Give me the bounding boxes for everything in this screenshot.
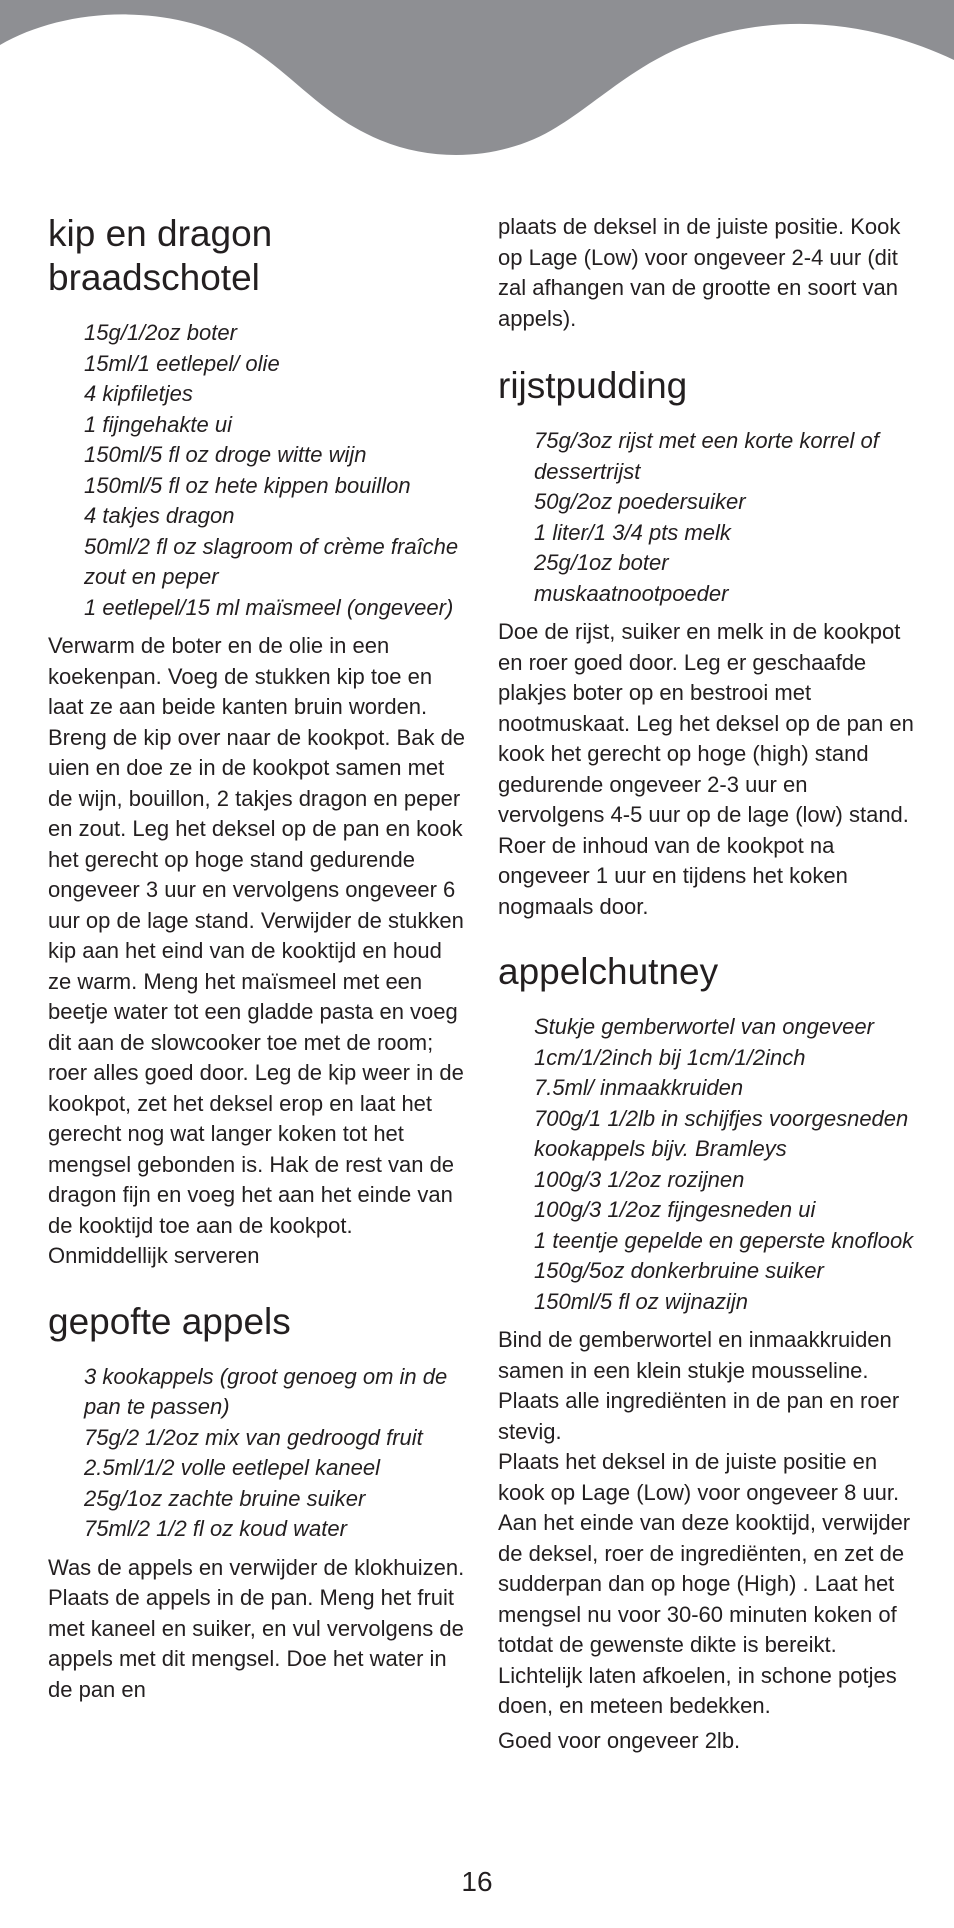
ingredient-item: 7.5ml/ inmaakkruiden xyxy=(534,1075,744,1100)
recipe-rijstpudding xyxy=(498,364,918,922)
recipe-appelchutney xyxy=(498,950,918,1756)
recipe-continuation xyxy=(498,212,918,334)
recipe-method: Was de appels en verwijder de klokhuizen. Plaats de appels in de pan. Meng het fruit met kaneel en suiker, en vul vervolgens de appels met dit mengsel. Doe het water in de pan en xyxy=(48,1554,465,1702)
ingredient-item: 25g/1oz zachte bruine suiker xyxy=(84,1485,366,1511)
ingredient-item: 15g/1/2oz boter xyxy=(84,320,237,345)
header-wave-decoration xyxy=(0,0,954,190)
ingredient-item: 75ml/2 1/2 fl oz koud water xyxy=(84,1516,347,1541)
ingredient-item: zout en peper xyxy=(84,564,219,589)
ingredient-list xyxy=(84,318,468,623)
ingredient-item: 15ml/1 eetlepel/ olie xyxy=(84,350,280,376)
recipe-title: rijstpudding xyxy=(498,365,688,406)
ingredient-item: 150ml/5 fl oz hete kippen bouillon xyxy=(84,472,411,498)
ingredient-item: 700g/1 1/2lb in schijfjes voorgesneden kookappels bijv. Bramleys xyxy=(534,1105,909,1161)
ingredient-item: 100g/3 1/2oz fijngesneden ui xyxy=(534,1197,816,1222)
ingredient-item: 25g/1oz boter xyxy=(534,550,669,575)
ingredient-item: 1 teentje gepelde en geperste knoflook xyxy=(534,1227,914,1253)
ingredient-item: 4 kipfiletjes xyxy=(84,381,193,406)
ingredient-item: 4 takjes dragon xyxy=(84,503,235,528)
left-column xyxy=(48,212,468,1733)
ingredient-item: 150ml/5 fl oz droge witte wijn xyxy=(84,442,367,467)
ingredient-item: 2.5ml/1/2 volle eetlepel kaneel xyxy=(84,1455,380,1480)
recipe-method-step: Bind de gemberwortel en inmaakkruiden samen in een klein stukje mousseline. xyxy=(498,1327,892,1383)
ingredient-list xyxy=(534,1012,918,1317)
ingredient-item: 50ml/2 fl oz slagroom of crème fraîche xyxy=(84,533,459,559)
recipe-yield: Goed voor ongeveer 2lb. xyxy=(498,1727,741,1753)
page-number: 16 xyxy=(461,1866,493,1897)
ingredient-item: 150g/5oz donkerbruine suiker xyxy=(534,1258,824,1283)
recipe-title: kip en dragon braadschotel xyxy=(48,213,273,298)
header-wave-shape xyxy=(0,0,954,155)
recipe-title: gepofte appels xyxy=(48,1300,291,1342)
ingredient-item: Stukje gemberwortel van ongeveer 1cm/1/2inch bij 1cm/1/2inch xyxy=(534,1014,874,1070)
continued-method: plaats de deksel in de juiste positie. Kook op Lage (Low) voor ongeveer 2-4 uur (dit zal afhangen van de grootte en soort van appels). xyxy=(498,214,901,331)
ingredient-item: 1 fijngehakte ui xyxy=(84,411,232,437)
right-column xyxy=(498,212,918,1784)
recipe-method-step: Plaats het deksel in de juiste positie en kook op Lage (Low) voor ongeveer 8 uur. Aan het einde van deze kooktijd, verwijder de deksel, roer de ingrediënten, en zet de sudderpan dan op hoge (High) . Laat het mengsel nu voor 30-60 minuten koken of totdat de gewenste dikte is bereikt. Lichtelijk laten afkoelen, in schone potjes doen, en meteen bedekken. xyxy=(498,1449,911,1718)
recipe-gepofte-appels xyxy=(48,1300,468,1706)
recipe-kip-en-dragon xyxy=(48,212,468,1272)
recipe-method-step: Plaats alle ingrediënten in de pan en roer stevig. xyxy=(498,1388,900,1444)
recipe-method: Verwarm de boter en de olie in een koekenpan. Voeg de stukken kip toe en laat ze aan beide kanten bruin worden. Breng de kip over naar de kookpot. Bak de uien en doe ze in de kookpot samen met de wijn, bouillon, 2 takjes dragon en peper en zout. Leg het deksel op de pan en kook het gerecht op hoge stand gedurende ongeveer 3 uur en vervolgens ongeveer 6 uur op de lage stand. Verwijder de stukken kip aan het eind van de kooktijd en houd ze warm. Meng het maïsmeel met een beetje water tot een gladde pasta en voeg dit aan de slowcooker toe met de room; roer alles goed door. Leg de kip weer in de kookpot, zet het deksel erop en laat het gerecht nog wat langer koken tot het mengsel gebonden is. Hak de rest van de dragon fijn en voeg het aan het einde van de kooktijd toe aan de kookpot. Onmiddellijk serveren xyxy=(48,633,466,1268)
ingredient-item: 1 liter/1 3/4 pts melk xyxy=(534,519,731,545)
ingredient-item: 3 kookappels (groot genoeg om in de pan te passen) xyxy=(84,1363,448,1419)
ingredient-list xyxy=(534,426,918,609)
ingredient-item: 50g/2oz poedersuiker xyxy=(534,489,746,514)
ingredient-item: muskaatnootpoeder xyxy=(534,580,729,606)
ingredient-list xyxy=(84,1362,468,1545)
ingredient-item: 150ml/5 fl oz wijnazijn xyxy=(534,1288,748,1314)
ingredient-item: 1 eetlepel/15 ml maïsmeel (ongeveer) xyxy=(84,594,454,620)
recipe-method: Doe de rijst, suiker en melk in de kookpot en roer goed door. Leg er geschaafde plakjes boter op en bestrooi met nootmuskaat. Leg het deksel op de pan en kook het gerecht op hoge (high) stand gedurende ongeveer 2-3 uur en vervolgens 4-5 uur op de lage (low) stand. Roer de inhoud van de kookpot na ongeveer 1 uur en tijdens het koken nogmaals door. xyxy=(498,619,914,919)
ingredient-item: 75g/2 1/2oz mix van gedroogd fruit xyxy=(84,1424,423,1450)
recipe-title: appelchutney xyxy=(498,951,719,992)
ingredient-item: 75g/3oz rijst met een korte korrel of dessertrijst xyxy=(534,428,879,484)
ingredient-item: 100g/3 1/2oz rozijnen xyxy=(534,1166,745,1192)
